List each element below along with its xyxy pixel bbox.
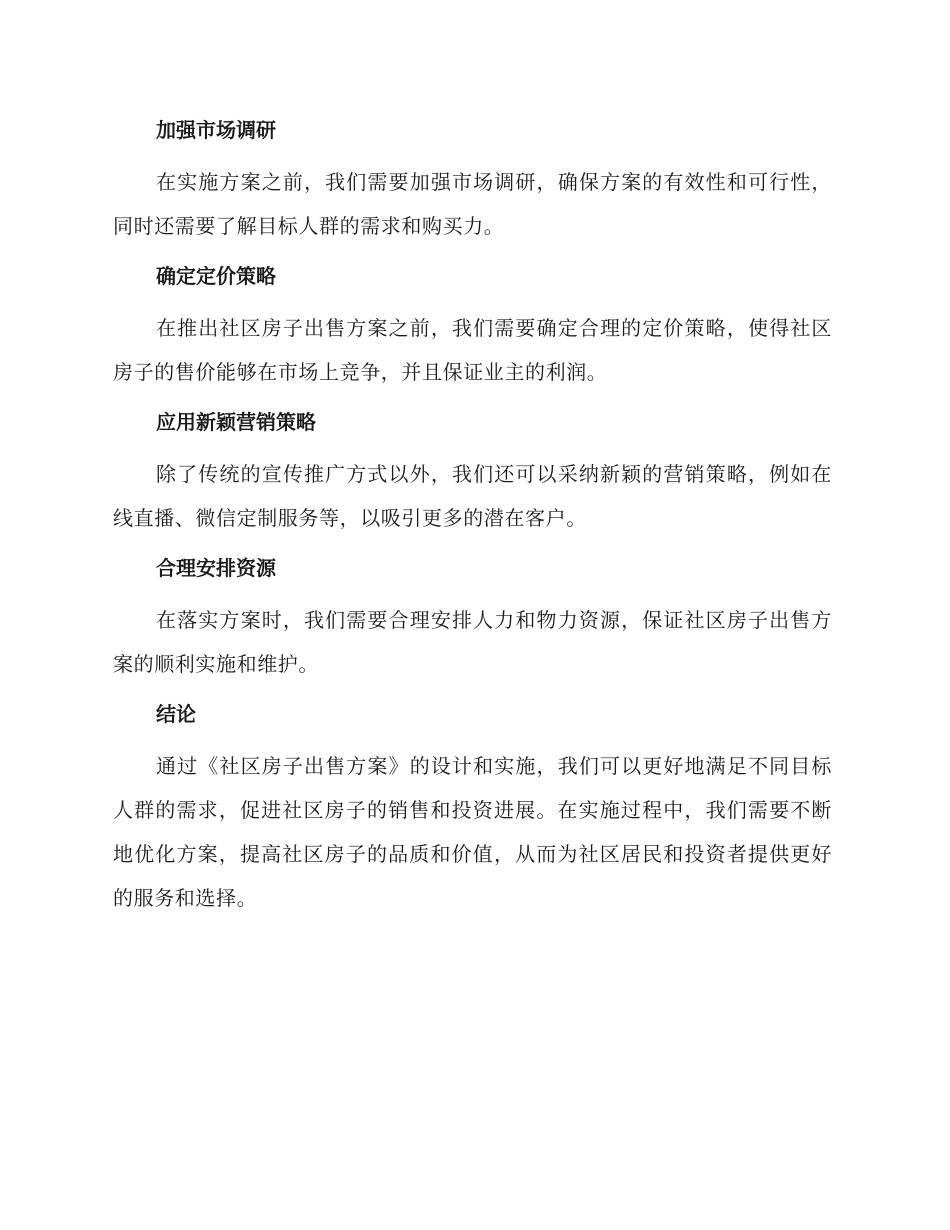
section-paragraph-conclusion: 通过《社区房子出售方案》的设计和实施，我们可以更好地满足不同目标人群的需求，促进社区房子的销售和投资进展。在实施过程中，我们需要不断地优化方案，提高社区房子的品质和价值，从而为社区居民和投资者提供更好的服务和选择。 (113, 754, 832, 910)
section-paragraph-pricing-strategy: 在推出社区房子出售方案之前，我们需要确定合理的定价策略，使得社区房子的售价能够在市场上竞争，并且保证业主的利润。 (113, 316, 832, 384)
section-paragraph-market-research: 在实施方案之前，我们需要加强市场调研，确保方案的有效性和可行性，同时还需要了解目标人群的需求和购买力。 (113, 170, 832, 238)
section-paragraph-marketing-strategy: 除了传统的宣传推广方式以外，我们还可以采纳新颖的营销策略，例如在线直播、微信定制服务等，以吸引更多的潜在客户。 (113, 462, 832, 530)
section-heading-marketing-strategy: 应用新颖营销策略 (156, 410, 316, 434)
section-heading-pricing-strategy: 确定定价策略 (156, 264, 276, 288)
section-heading-conclusion: 结论 (156, 702, 196, 726)
section-heading-market-research: 加强市场调研 (156, 118, 276, 142)
section-heading-resource-allocation: 合理安排资源 (156, 556, 276, 580)
section-paragraph-resource-allocation: 在落实方案时，我们需要合理安排人力和物力资源，保证社区房子出售方案的顺利实施和维护。 (113, 608, 832, 676)
